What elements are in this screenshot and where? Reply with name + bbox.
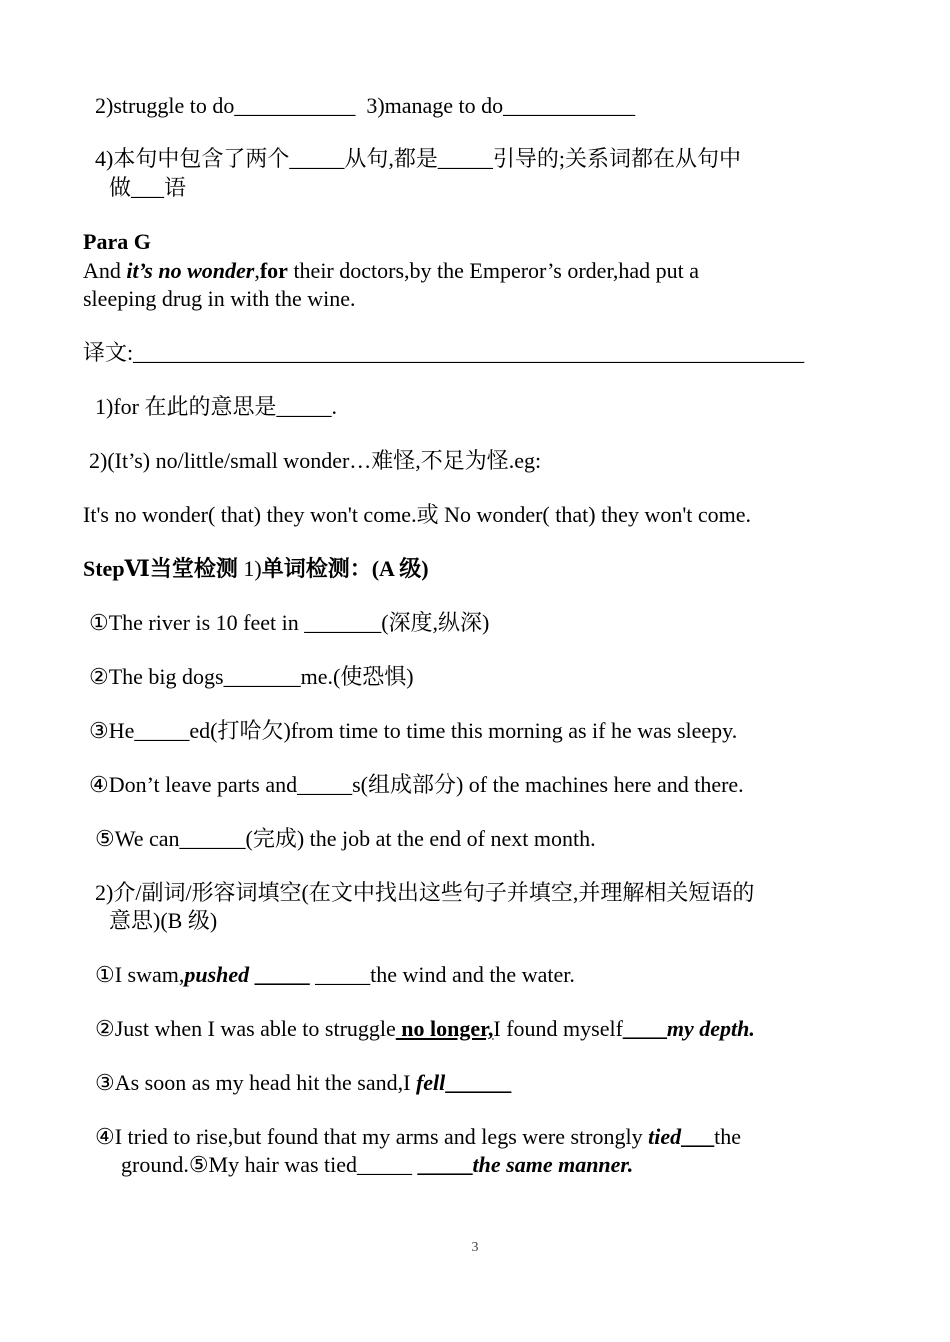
word-item: ①The river is 10 feet in _______(深度,纵深) [89, 610, 490, 635]
page-number: 3 [471, 1240, 479, 1255]
section-line: 意思)(B 级) [109, 908, 218, 933]
word-item: ⑤We can______(完成) the job at the end of next month. [95, 826, 596, 851]
paragraph-line: And it’s no wonder,for their doctors,by the Emperor’s order,had put a [83, 258, 700, 283]
word-item: ④Don’t leave parts and_____s(组成部分) of the machines here and there. [89, 772, 744, 797]
paragraph-line: sleeping drug in with the wine. [83, 286, 356, 311]
fill-item: ground.⑤My hair was tied_____ _____the same manner. [121, 1152, 634, 1177]
exercise-line: 做___语 [109, 175, 187, 200]
word-item: ③He_____ed(打哈欠)from time to time this morning as if he was sleepy. [89, 718, 738, 743]
section-heading: Para G [83, 229, 151, 254]
question-line: 1)for 在此的意思是_____. [95, 394, 337, 419]
word-item: ②The big dogs_______me.(使恐惧) [89, 664, 414, 689]
fill-item: ④I tried to rise,but found that my arms and legs were strongly tied___the [95, 1124, 741, 1149]
fill-item: ②Just when I was able to struggle no longer,I found myself____my depth. [95, 1016, 755, 1041]
exercise-line: 4)本句中包含了两个_____从句,都是_____引导的;关系词都在从句中 [95, 146, 741, 171]
question-line: 2)(It’s) no/little/small wonder…难怪,不足为怪.eg: [89, 448, 542, 473]
section-line: 2)介/副词/形容词填空(在文中找出这些句子并填空,并理解相关短语的 [95, 880, 755, 905]
exercise-line: 2)struggle to do___________ 3)manage to do____________ [95, 93, 636, 118]
example-line: It's no wonder( that) they won't come.或 No wonder( that) they won't come. [83, 502, 752, 527]
fill-item: ③As soon as my head hit the sand,I fell______ [95, 1070, 512, 1095]
fill-item: ①I swam,pushed _____ _____the wind and the water. [95, 962, 575, 987]
step-heading: StepⅥ当堂检测 1)单词检测：(A 级) [83, 556, 429, 581]
translation-line: 译文:_____________________________________________________________ [83, 340, 805, 365]
